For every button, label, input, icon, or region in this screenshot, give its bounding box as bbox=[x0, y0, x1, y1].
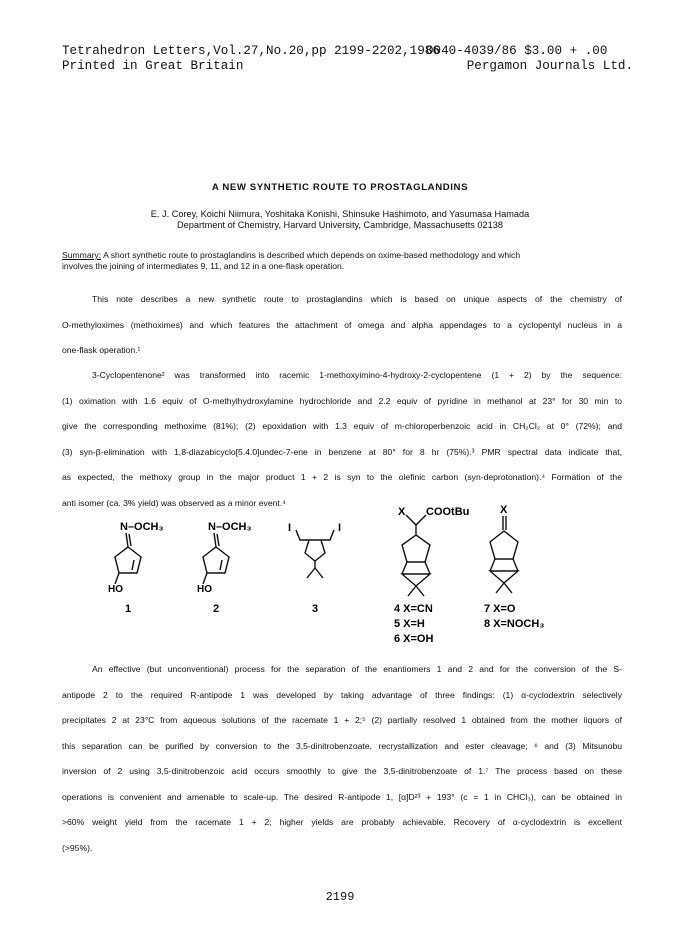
para3-line: precipitates 2 at 23°C from aqueous solutions of the racemate 1 + 2;⁵ (2) partially resolved 1 obtained from the mother liquors of bbox=[62, 715, 622, 725]
summary-label: Summary: bbox=[62, 250, 102, 260]
para2-line: (1) oximation with 1.6 equiv of O-methylhydroxylamine hydrochloride and 2.2 equiv of pyridine in methanol at 23° for 30 min to bbox=[62, 395, 622, 406]
para2-line: as expected, the methoxy group in the major product 1 + 2 is syn to the olefinic carbon (syn-deprotonation).⁴ Formation of the bbox=[62, 472, 622, 482]
summary-line-2: involves the joining of intermediates 9, 11, and 12 in a one-flask operation. bbox=[62, 261, 345, 271]
structure-2 bbox=[203, 533, 229, 584]
s2-substituent: N–OCH₃ bbox=[208, 521, 252, 533]
para3-line: operations is convenient and amenable to scale-up. The desired R-antipode 1, [α]D²³ + 193° (c = 1 in CHCl₃), can be obtained in bbox=[62, 791, 622, 802]
s2-hydroxy: HO bbox=[197, 584, 212, 595]
s2-number: 2 bbox=[213, 603, 220, 615]
para3-line: An effective (but unconventional) process for the separation of the enantiomers 1 and 2 and for the conversion of the S- bbox=[92, 664, 622, 674]
s4-label: 4 X=CN bbox=[394, 603, 433, 615]
printed-in: Printed in Great Britain bbox=[62, 59, 244, 73]
summary bbox=[62, 250, 622, 272]
para2-line: anti isomer (ca. 3% yield) was observed as a minor event.⁴ bbox=[62, 497, 286, 508]
para2-line: 3-Cyclopentenone² was transformed into racemic 1-methoxyimino-4-hydroxy-2-cyclopentene (1 + 2) by the sequence: bbox=[92, 370, 622, 380]
structure-4-6 bbox=[402, 515, 430, 596]
s6-label: 6 X=OH bbox=[394, 633, 434, 645]
journal-citation: Tetrahedron Letters,Vol.27,No.20,pp 2199-2202,1986 bbox=[62, 44, 440, 58]
para3-line: antipode 2 to the required R-antipode 1 was developed by taking advantage of three findings: (1) α-cyclodextrin selectively bbox=[62, 689, 622, 700]
paragraph-resolution bbox=[62, 657, 622, 861]
structure-3 bbox=[296, 530, 334, 578]
page-number: 2199 bbox=[325, 890, 355, 904]
publisher: Pergamon Journals Ltd. bbox=[466, 59, 633, 73]
authors: E. J. Corey, Koichi Niimura, Yoshitaka Konishi, Shinsuke Hashimoto, and Yasumasa Hamada bbox=[150, 209, 530, 219]
article-title: A NEW SYNTHETIC ROUTE TO PROSTAGLANDINS bbox=[211, 182, 469, 193]
s5-label: 5 X=H bbox=[394, 618, 425, 630]
para3-line: inversion of 2 using 3,5-dinitrobenzoic acid occurs smoothly to give the 3,5-dinitrobenzoate of 1.⁷ The process based on these bbox=[62, 766, 622, 776]
para3-line: (>95%). bbox=[62, 842, 93, 853]
affiliation: Department of Chemistry, Harvard University, Cambridge, Massachusetts 02138 bbox=[177, 220, 503, 230]
structure-7-8 bbox=[490, 516, 518, 593]
s3-number: 3 bbox=[312, 603, 319, 615]
summary-line-1: A short synthetic route to prostaglandins is described which depends on oxime-based methodology and which bbox=[101, 250, 521, 260]
para3-line: this separation can be purified by conversion to the 3,5-dinitrobenzoate, recrystallization and ester cleavage; ⁶ and (3) Mitsunobu bbox=[62, 740, 622, 751]
chemical-structures bbox=[0, 500, 680, 645]
paragraph-synthesis bbox=[62, 363, 622, 516]
s7-label: 7 X=O bbox=[484, 603, 516, 615]
s7-x: X bbox=[500, 504, 508, 516]
paragraph-intro bbox=[62, 287, 622, 364]
s3-iodo-left: I bbox=[288, 522, 292, 534]
para2-line: give the corresponding methoxime (81%); (2) epoxidation with 1.3 equiv of m-chloroperbenzoic acid in CH₂Cl₂ at 0° (72%); and bbox=[62, 421, 622, 431]
s1-hydroxy: HO bbox=[108, 584, 123, 595]
para1-line: This note describes a new synthetic route to prostaglandins which is based on unique aspects of the chemistry of bbox=[92, 294, 622, 304]
s3-iodo-right: I bbox=[338, 522, 342, 534]
s4-x: X bbox=[398, 506, 406, 518]
s1-number: 1 bbox=[125, 603, 132, 615]
structure-1 bbox=[115, 533, 141, 584]
s4-ester: COOtBu bbox=[426, 506, 470, 518]
para3-line: >60% weight yield from the racemate 1 + 2; higher yields are probably achievable. Recovery of α-cyclodextrin is excellent bbox=[62, 817, 622, 827]
price-code: 0040-4039/86 $3.00 + .00 bbox=[426, 44, 608, 58]
para1-line: one-flask operation.¹ bbox=[62, 345, 141, 355]
s1-substituent: N–OCH₃ bbox=[120, 521, 164, 533]
para2-line: (3) syn-β-elimination with 1,8-diazabicyclo[5.4.0]undec-7-ene in benzene at 80° for 8 hr (75%).³ PMR spectral data indicate that, bbox=[62, 446, 622, 457]
s8-label: 8 X=NOCH₃ bbox=[484, 618, 545, 630]
para1-line: O-methyloximes (methoximes) and which features the attachment of omega and alpha appendages to a cyclopentyl nucleus in a bbox=[62, 319, 622, 330]
